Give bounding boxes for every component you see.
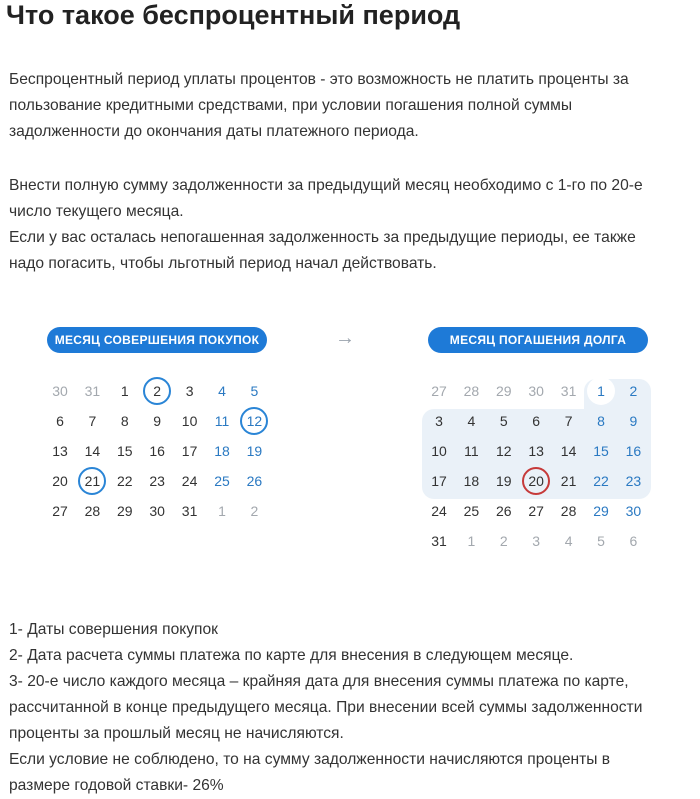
intro-line: пользование кредитными средствами, при условии погашения полной суммы (9, 97, 573, 114)
calendar-day: 17 (181, 443, 198, 459)
calendar-day: 18 (214, 443, 230, 459)
calendar-day: 9 (629, 413, 638, 429)
calendar-day: 1 (467, 533, 476, 549)
calendar-day: 23 (149, 473, 165, 489)
calendar-day: 14 (84, 443, 101, 459)
calendar-day: 15 (117, 443, 133, 459)
calendar-day: 4 (564, 533, 573, 549)
calendar-day: 10 (431, 443, 447, 459)
calendar-day: 29 (593, 503, 609, 519)
repayment-month-calendar (424, 378, 654, 558)
calendar-day: 24 (181, 473, 198, 489)
calendar-day: 22 (117, 473, 133, 489)
calendar-day: 24 (431, 503, 447, 519)
payment-line: Если у вас осталась непогашенная задолженность за предыдущие периоды, ее также (9, 229, 636, 246)
calendar-day: 26 (246, 473, 263, 489)
calendar-day: 11 (214, 413, 230, 429)
calendar-day: 1 (120, 383, 129, 399)
calendar-day: 13 (528, 443, 544, 459)
calendar-day: 7 (88, 413, 97, 429)
calendar-day: 30 (149, 503, 165, 519)
calendar-day: 19 (496, 473, 512, 489)
calendar-day: 6 (532, 413, 541, 429)
calendar-day: 12 (246, 413, 263, 429)
calendar-day: 26 (496, 503, 512, 519)
calendar-day: 30 (52, 383, 68, 399)
payment-line: Внести полную сумму задолженности за предыдущий месяц необходимо с 1-го по 20-е (9, 177, 643, 194)
calendar-day: 21 (560, 473, 577, 489)
calendar-day: 28 (84, 503, 101, 519)
calendar-day: 17 (431, 473, 447, 489)
calendar-day: 5 (250, 383, 259, 399)
calendar-day: 31 (431, 533, 447, 549)
calendar-day: 15 (593, 443, 609, 459)
payment-paragraph (9, 173, 699, 277)
calendar-day: 31 (84, 383, 101, 399)
note-line: проценты за прошлый месяц не начисляются. (9, 725, 344, 742)
payment-line: надо погасить, чтобы льготный период начал действовать. (9, 255, 437, 272)
calendar-day: 16 (149, 443, 165, 459)
calendar-day: 4 (218, 383, 226, 399)
calendar-day: 22 (593, 473, 609, 489)
calendar-day: 1 (597, 383, 605, 399)
calendar-day: 23 (625, 473, 642, 489)
calendar-day: 29 (496, 383, 512, 399)
calendar-day: 30 (625, 503, 642, 519)
calendar-day: 28 (560, 503, 577, 519)
calendar-day: 18 (463, 473, 480, 489)
calendar-day: 20 (52, 473, 68, 489)
calendar-day: 4 (467, 413, 476, 429)
calendar-day: 29 (117, 503, 133, 519)
calendar-day: 12 (496, 443, 512, 459)
calendar-day: 2 (250, 503, 259, 519)
calendar-day: 1 (218, 503, 226, 519)
calendar-day: 31 (560, 383, 577, 399)
calendar-day: 13 (52, 443, 68, 459)
calendar-day: 8 (597, 413, 605, 429)
calendar-day: 19 (246, 443, 263, 459)
calendar-day: 30 (528, 383, 544, 399)
intro-line: задолженности до окончания даты платежного периода. (9, 123, 419, 140)
calendar-day: 6 (56, 413, 64, 429)
calendar-day: 7 (564, 413, 573, 429)
page-title: Что такое беспроцентный период (6, 0, 461, 30)
calendar-day: 11 (464, 443, 479, 459)
purchase-month-label: МЕСЯЦ СОВЕРШЕНИЯ ПОКУПОК (47, 327, 267, 353)
note-line: рассчитанной в конце предыдущего месяца. При внесении всей суммы задолженности (9, 699, 643, 716)
calendar-day: 5 (499, 413, 508, 429)
calendar-day: 5 (597, 533, 605, 549)
calendar-day: 2 (499, 533, 508, 549)
calendar-day: 25 (463, 503, 480, 519)
calendar-day: 3 (185, 383, 194, 399)
calendar-day: 10 (181, 413, 198, 429)
calendar-day: 2 (153, 383, 162, 399)
note-line: Если условие не соблюдено, то на сумму задолженности начисляются проценты в (9, 751, 611, 768)
calendar-day: 9 (153, 413, 162, 429)
notes-section (9, 617, 699, 799)
calendar-day: 3 (435, 413, 443, 429)
calendar-day: 25 (214, 473, 230, 489)
calendar-day: 2 (629, 383, 638, 399)
intro-line: Беспроцентный период уплаты процентов - это возможность не платить проценты за (9, 71, 629, 88)
calendar-day: 27 (528, 503, 544, 519)
intro-paragraph (9, 67, 699, 145)
calendar-day: 8 (120, 413, 129, 429)
calendar-day: 27 (431, 383, 447, 399)
calendar-day: 21 (84, 473, 101, 489)
note-line: 3- 20-е число каждого месяца – крайняя дата для внесения суммы платежа по карте, (9, 673, 629, 690)
repayment-month-label: МЕСЯЦ ПОГАШЕНИЯ ДОЛГА (428, 327, 648, 353)
note-line: 1- Даты совершения покупок (9, 621, 219, 638)
payment-line: число текущего месяца. (9, 203, 184, 220)
note-line: размере годовой ставки- 26% (9, 777, 224, 794)
arrow-right-icon: → (335, 327, 355, 349)
calendar-day: 14 (560, 443, 577, 459)
purchase-month-calendar (45, 378, 275, 528)
calendar-day: 3 (532, 533, 541, 549)
calendar-day: 6 (629, 533, 638, 549)
calendar-day: 27 (52, 503, 68, 519)
note-line: 2- Дата расчета суммы платежа по карте для внесения в следующем месяце. (9, 647, 574, 664)
calendar-day: 16 (625, 443, 642, 459)
calendar-day: 31 (181, 503, 198, 519)
calendar-day: 28 (463, 383, 480, 399)
calendar-day: 20 (528, 473, 544, 489)
